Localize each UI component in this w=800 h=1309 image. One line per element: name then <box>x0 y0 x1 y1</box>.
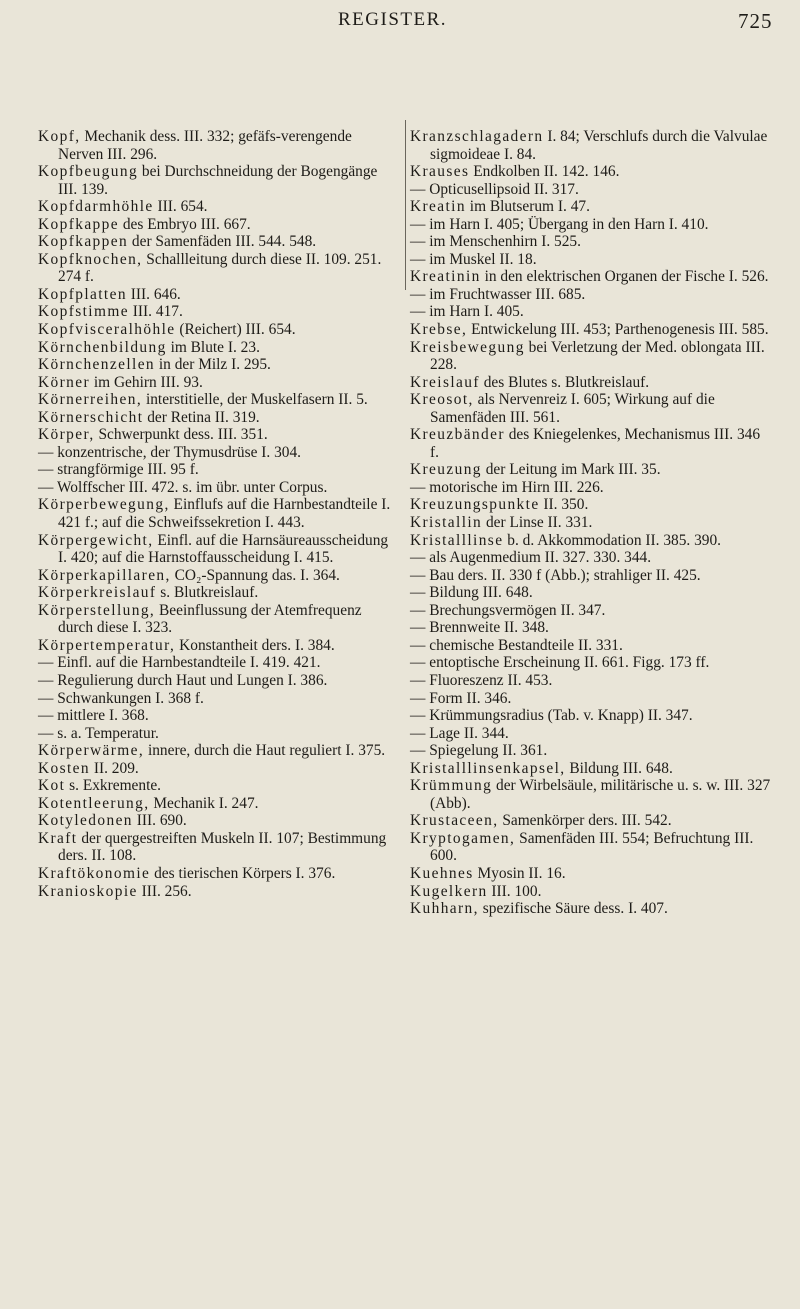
left-column <box>38 128 400 900</box>
index-term: Kugelkern <box>410 882 488 900</box>
index-reference: — Bildung III. 648. <box>410 584 533 602</box>
index-entry <box>410 567 772 585</box>
index-entry <box>38 654 400 672</box>
index-entry <box>410 619 772 637</box>
index-entry <box>410 198 772 216</box>
index-reference: des Kniegelenkes, Mechanismus III. 346 f. <box>430 426 761 461</box>
index-reference: — Spiegelung II. 361. <box>410 742 548 760</box>
index-entry <box>410 251 772 269</box>
index-entry <box>410 777 772 812</box>
index-reference: Mechanik I. 247. <box>149 794 259 812</box>
index-entry <box>38 251 400 286</box>
index-reference: — im Menschenhirn I. 525. <box>410 233 581 251</box>
index-reference: III. 690. <box>132 812 187 830</box>
index-reference: im Blutserum I. 47. <box>465 198 590 216</box>
index-term: Kosten <box>38 759 91 777</box>
index-entry <box>38 760 400 778</box>
index-entry <box>410 339 772 374</box>
index-reference: in der Milz I. 295. <box>155 356 271 374</box>
index-entry <box>38 303 400 321</box>
index-entry <box>410 760 772 778</box>
index-entry <box>38 128 400 163</box>
index-entry <box>38 777 400 795</box>
index-entry <box>410 514 772 532</box>
index-reference: der Linse II. 331. <box>482 514 593 532</box>
index-entry <box>38 690 400 708</box>
index-entry <box>38 602 400 637</box>
index-entry <box>38 321 400 339</box>
index-reference: Einflufs auf die Harnbestandteile I. 421 f.; auf die Schweifssekretion I. 443. <box>58 496 391 532</box>
index-term: Kreuzung <box>410 461 482 479</box>
index-reference: — motorische im Hirn III. 226. <box>410 478 604 496</box>
index-reference: bei Verletzung der Med. oblongata III. 228. <box>430 338 765 374</box>
index-entry <box>410 812 772 830</box>
index-entry <box>410 549 772 567</box>
index-reference: der Samenfäden III. 544. 548. <box>128 233 317 251</box>
index-term: Kristalllinse <box>410 531 504 549</box>
index-reference: — Wolffscher III. 472. s. im übr. unter Corpus. <box>38 478 328 496</box>
index-reference: Myosin II. 16. <box>473 864 566 882</box>
index-reference: Samenfäden III. 554; Befruchtung III. 600. <box>430 829 754 865</box>
index-reference: des tierischen Körpers I. 376. <box>150 864 336 882</box>
index-entry <box>410 865 772 883</box>
index-term: Krauses <box>410 163 470 181</box>
index-term: Kopfplatten <box>38 285 127 303</box>
index-entry <box>410 128 772 163</box>
index-entry <box>410 479 772 497</box>
index-entry <box>410 532 772 550</box>
index-reference: III. 646. <box>126 285 181 303</box>
index-term: Kuhharn, <box>410 900 479 918</box>
index-term: Kristallin <box>410 514 483 532</box>
index-term: Krustaceen, <box>410 812 499 830</box>
index-entry <box>410 426 772 461</box>
index-entry <box>38 584 400 602</box>
index-term: Körperstellung, <box>38 601 156 619</box>
index-reference: Bildung III. 648. <box>565 759 673 777</box>
index-reference: — chemische Bestandteile II. 331. <box>410 636 623 654</box>
header-title: REGISTER. <box>338 9 448 30</box>
index-entry <box>410 883 772 901</box>
index-term: Kranioskopie <box>38 882 138 900</box>
index-term: Kreatin <box>410 198 466 216</box>
index-reference: bei Durchschneidung der Bogengänge III. 139. <box>58 163 378 198</box>
index-entry <box>410 163 772 181</box>
index-entry <box>38 742 400 760</box>
index-entry <box>38 725 400 743</box>
index-term: Kopfknochen, <box>38 250 143 268</box>
index-reference: der Leitung im Mark III. 35. <box>481 461 661 479</box>
index-reference: — Schwankungen I. 368 f. <box>38 689 204 707</box>
index-entry <box>410 286 772 304</box>
index-entry <box>410 900 772 918</box>
index-entry <box>410 391 772 426</box>
index-entry <box>38 532 400 567</box>
index-reference: Endkolben II. 142. 146. <box>469 163 620 181</box>
index-term: Kreuzbänder <box>410 426 505 444</box>
index-entry <box>38 391 400 409</box>
index-reference: — im Muskel II. 18. <box>410 250 537 268</box>
index-entry <box>38 883 400 901</box>
index-reference: Beeinflussung der Atemfrequenz durch diese I. 323. <box>58 601 362 637</box>
index-entry <box>410 707 772 725</box>
index-term: Kreosot, <box>410 391 474 409</box>
index-term: Körnerreihen, <box>38 391 143 409</box>
index-term: Körper, <box>38 426 95 444</box>
index-reference: b. d. Akkommodation II. 385. 390. <box>503 531 722 549</box>
index-term: Kotyledonen <box>38 812 133 830</box>
index-term: Kopfdarmhöhle <box>38 198 154 216</box>
index-entry <box>410 584 772 602</box>
index-reference: — als Augenmedium II. 327. 330. 344. <box>410 549 652 567</box>
index-reference: — Brechungsvermögen II. 347. <box>410 601 606 619</box>
index-entry <box>38 426 400 444</box>
index-entry <box>410 496 772 514</box>
index-reference: — Lage II. 344. <box>410 724 509 742</box>
index-entry <box>38 567 400 585</box>
index-reference: — strangförmige III. 95 f. <box>38 461 199 479</box>
index-reference: s. Blutkreislauf. <box>156 584 259 602</box>
index-entry <box>410 654 772 672</box>
index-term: Körner <box>38 373 90 391</box>
index-entry <box>410 233 772 251</box>
index-term: Kopfstimme <box>38 303 129 321</box>
index-reference: Mechanik dess. III. 332; gefäfs-verengende Nerven III. 296. <box>58 128 352 163</box>
index-reference: — Fluoreszenz II. 453. <box>410 671 553 689</box>
index-reference: — Regulierung durch Haut und Lungen I. 386. <box>38 671 328 689</box>
index-entry <box>410 725 772 743</box>
index-reference: des Blutes s. Blutkreislauf. <box>479 373 650 391</box>
index-term: Körpergewicht, <box>38 531 154 549</box>
index-term: Kopfvisceralhöhle <box>38 321 176 339</box>
index-term: Kreuzungspunkte <box>410 496 540 514</box>
index-reference: III. 417. <box>128 303 183 321</box>
index-entry <box>410 181 772 199</box>
index-reference: III. 100. <box>487 882 542 900</box>
index-reference: Konstantheit ders. I. 384. <box>175 636 335 654</box>
index-reference: — Opticusellipsoid II. 317. <box>410 180 579 198</box>
index-term: Kraft <box>38 829 78 847</box>
index-reference: — mittlere I. 368. <box>38 707 149 725</box>
index-reference: — Form II. 346. <box>410 689 512 707</box>
index-reference: Einfl. auf die Harnsäureausscheidung I. 420; auf die Harnstoffausscheidung I. 415. <box>58 531 389 567</box>
index-reference: — im Harn I. 405; Übergang in den Harn I. 410. <box>410 215 709 233</box>
index-entry <box>410 690 772 708</box>
index-term: Körperkreislauf <box>38 584 157 602</box>
index-term: Körnerschicht <box>38 408 144 426</box>
index-entry <box>410 321 772 339</box>
index-entry <box>410 268 772 286</box>
column-divider <box>405 120 406 290</box>
index-term: Kotentleerung, <box>38 794 150 812</box>
index-reference: — Brennweite II. 348. <box>410 619 549 637</box>
index-entry <box>38 865 400 883</box>
index-reference: I. 84; Verschlufs durch die Valvulae sigmoideae I. 84. <box>430 128 768 163</box>
index-term: Körnchenzellen <box>38 356 156 374</box>
index-reference: s. Exkremente. <box>65 777 162 795</box>
index-reference: II. 350. <box>539 496 589 514</box>
index-term: Kreisbewegung <box>410 338 525 356</box>
index-reference: spezifische Säure dess. I. 407. <box>478 900 668 918</box>
index-entry <box>38 479 400 497</box>
index-reference: — im Harn I. 405. <box>410 303 524 321</box>
index-term: Körpertemperatur, <box>38 636 176 654</box>
index-term: Kreatinin <box>410 268 481 286</box>
index-reference: Entwickelung III. 453; Parthenogenesis III. 585. <box>467 321 769 339</box>
index-entry <box>38 444 400 462</box>
index-term: Körnchenbildung <box>38 338 167 356</box>
index-reference: (Reichert) III. 654. <box>175 321 296 339</box>
index-reference: — konzentrische, der Thymusdrüse I. 304. <box>38 443 302 461</box>
index-entry <box>38 198 400 216</box>
index-entry <box>38 795 400 813</box>
index-reference: — s. a. Temperatur. <box>38 724 159 742</box>
index-term: Körperkapillaren, <box>38 566 171 584</box>
index-term: Kraftökonomie <box>38 864 151 882</box>
page-number: 725 <box>738 9 773 33</box>
index-reference: des Embryo III. 667. <box>118 215 251 233</box>
index-term: Kopfkappen <box>38 233 129 251</box>
index-reference: der Retina II. 319. <box>143 408 260 426</box>
index-entry <box>38 461 400 479</box>
index-entry <box>38 356 400 374</box>
index-reference: Schallleitung durch diese II. 109. 251. 274 f. <box>58 250 382 286</box>
index-reference: — entoptische Erscheinung II. 661. Figg. 173 ff. <box>410 654 710 672</box>
index-term: Kranzschlagadern <box>410 128 544 145</box>
index-reference: als Nervenreiz I. 605; Wirkung auf die Samenfäden III. 561. <box>430 391 715 426</box>
index-term: Kopf, <box>38 128 81 145</box>
index-term: Kopfkappe <box>38 215 119 233</box>
index-reference: in den elektrischen Organen der Fische I. 526. <box>480 268 769 286</box>
index-term: Krümmung <box>410 777 493 795</box>
index-entry <box>410 742 772 760</box>
index-reference: innere, durch die Haut reguliert I. 375. <box>144 742 386 760</box>
index-entry <box>38 216 400 234</box>
index-term: Krebse, <box>410 321 468 339</box>
index-reference: III. 654. <box>153 198 208 216</box>
index-term: Kopfbeugung <box>38 163 139 181</box>
index-reference: — Bau ders. II. 330 f (Abb.); strahliger II. 425. <box>410 566 701 584</box>
index-term: Kuehnes <box>410 864 474 882</box>
right-column <box>410 128 772 918</box>
index-term: Kot <box>38 777 66 795</box>
index-entry <box>38 637 400 655</box>
index-term: Kristalllinsenkapsel, <box>410 759 566 777</box>
index-entry <box>38 707 400 725</box>
index-reference: III. 256. <box>137 882 192 900</box>
index-entry <box>38 672 400 690</box>
index-entry <box>38 339 400 357</box>
index-entry <box>38 374 400 392</box>
index-entry <box>38 409 400 427</box>
index-entry <box>410 672 772 690</box>
index-reference: im Gehirn III. 93. <box>90 373 203 391</box>
index-reference: interstitielle, der Muskelfasern II. 5. <box>142 391 368 409</box>
index-entry <box>38 233 400 251</box>
index-reference: Samenkörper ders. III. 542. <box>498 812 672 830</box>
index-term: Körperwärme, <box>38 742 145 760</box>
index-term: Kreislauf <box>410 373 480 391</box>
index-entry <box>410 602 772 620</box>
index-reference: der Wirbelsäule, militärische u. s. w. III. 327 (Abb). <box>430 777 771 812</box>
index-entry <box>38 830 400 865</box>
page-header <box>0 0 800 40</box>
index-entry <box>38 496 400 531</box>
index-reference: — im Fruchtwasser III. 685. <box>410 285 586 303</box>
index-reference: — Krümmungsradius (Tab. v. Knapp) II. 347. <box>410 707 693 725</box>
index-reference: — Einfl. auf die Harnbestandteile I. 419. 421. <box>38 654 321 672</box>
index-entry <box>38 812 400 830</box>
index-entry <box>410 830 772 865</box>
index-reference: Schwerpunkt dess. III. 351. <box>94 426 268 444</box>
index-term: Körperbewegung, <box>38 496 170 514</box>
index-entry <box>410 374 772 392</box>
index-entry <box>410 637 772 655</box>
index-entry <box>410 216 772 234</box>
index-reference: II. 209. <box>90 759 139 777</box>
index-entry <box>38 286 400 304</box>
index-reference: CO₂-Spannung das. I. 364. <box>170 566 340 584</box>
index-entry <box>410 461 772 479</box>
index-entry <box>410 303 772 321</box>
index-term: Kryptogamen, <box>410 829 516 847</box>
index-reference: im Blute I. 23. <box>166 338 260 356</box>
index-reference: der quergestreiften Muskeln II. 107; Bestimmung ders. II. 108. <box>58 829 387 865</box>
index-entry <box>38 163 400 198</box>
